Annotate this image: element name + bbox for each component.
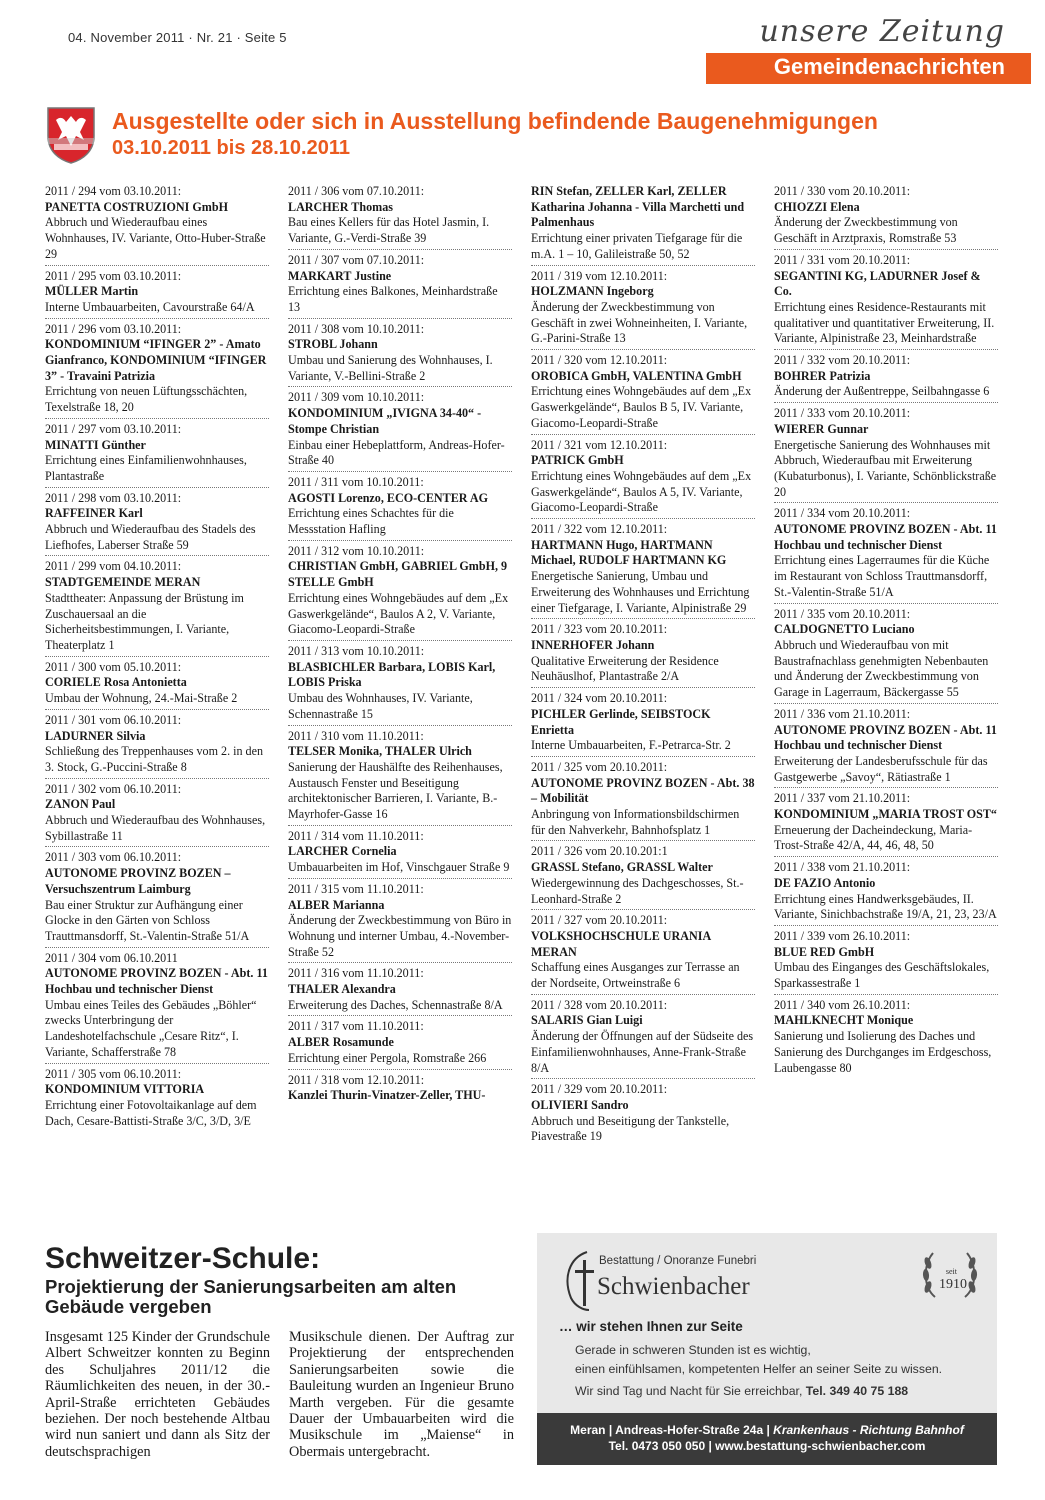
permit-number: 2011 / 339 vom 26.10.2011:	[774, 928, 911, 943]
permit-entry	[45, 322, 269, 419]
permit-entry	[288, 1073, 512, 1106]
ad-text-line-3	[575, 1384, 908, 1398]
permit-entry	[45, 850, 269, 947]
permit-entry	[531, 1082, 755, 1147]
permit-number: 2011 / 331 vom 20.10.2011:	[774, 252, 911, 267]
permit-description: Abbruch und Wiederaufbau des Wohnhauses, Sybillastraße 11	[45, 813, 266, 843]
permit-applicant: HOLZMANN Ingeborg	[531, 284, 654, 299]
permit-description: Errichtung eines Residence-Restaurants mit qualitativer und quantitativer Erweiterung, II. Variante, Alpinistraße 23, Meinhardstraße	[774, 299, 995, 346]
permit-description: Stadttheater: Anpassung der Brüstung im Zuschauersaal an die Sicherheitsbestimmungen, I. Variante, Theaterplatz 1	[45, 590, 244, 652]
ad-since-label: seit	[945, 1267, 957, 1276]
permit-entry	[288, 1019, 512, 1069]
permit-description: Anbringung von Informationsbildschirmen für den Nahverkehr, Bahnhofsplatz 1	[531, 807, 740, 837]
permit-description: Umbau des Einganges des Geschäftslokales, Sparkassestraße 1	[774, 960, 990, 991]
permit-number: 2011 / 305 vom 06.10.2011:	[45, 1066, 182, 1081]
permit-description: Energetische Sanierung, Umbau und Erweiterung des Wohnhauses und Errichtung einer Tiefgarage, I. Variante, Alpinistraße 29	[531, 569, 750, 615]
permit-applicant: KONDOMINIUM “IFINGER 2” - Amato Gianfranco, KONDOMINIUM “IFINGER 3” - Travaini Patrizia	[45, 337, 267, 383]
permit-description: Änderung der Öffnungen auf der Südseite des Einfamilienwohnhauses, Anne-Frank-Straße 8/A	[531, 1029, 754, 1075]
permit-applicant: RAFFEINER Karl	[45, 506, 143, 521]
permit-description: Qualitative Erweiterung der Residence Neuhäuslhof, Plantastraße 2/A	[531, 653, 719, 684]
permit-column-1	[45, 184, 269, 1134]
permit-applicant: BLUE RED GmbH	[774, 944, 875, 959]
permit-applicant: PATRICK GmbH	[531, 453, 624, 468]
permit-number: 2011 / 320 vom 12.10.2011:	[531, 353, 668, 368]
coat-of-arms-icon	[46, 106, 96, 164]
permit-entry	[774, 253, 998, 350]
permit-number: 2011 / 337 vom 21.10.2011:	[774, 791, 911, 806]
permit-applicant: ALBER Rosamunde	[288, 1035, 394, 1050]
permit-entry	[531, 622, 755, 688]
permit-entry	[45, 269, 269, 319]
permit-applicant: MÜLLER Martin	[45, 284, 139, 299]
permit-number: 2011 / 311 vom 10.10.2011:	[288, 474, 424, 489]
permit-number: 2011 / 333 vom 20.10.2011:	[774, 406, 911, 421]
article-body-col-2: Musikschule dienen. Der Auftrag zur Projektierung der entsprechenden Sanierungsarbeiten sowie die Bauleitung wurden an Ingenieur Bruno Marth vergeben. Für die gesamte Dauer der Umbauarbeiten wird die Musikschule im „Maiense“ in Obermais untergebracht.	[289, 1329, 514, 1460]
permit-applicant: AUTONOME PROVINZ BOZEN - Abt. 11 Hochbau und technischer Dienst	[774, 722, 997, 753]
permit-column-2	[288, 184, 512, 1109]
permit-applicant: CALDOGNETTO Luciano	[774, 622, 915, 637]
permit-applicant: THALER Alexandra	[288, 982, 396, 997]
permit-applicant: KONDOMINIUM „MARIA TROST OST“	[774, 807, 997, 822]
section-title: Gemeindenachrichten	[773, 54, 1005, 79]
permit-number: 2011 / 306 vom 07.10.2011:	[288, 184, 425, 198]
ad-contact-bar	[537, 1413, 997, 1465]
permit-description: Errichtung einer Fotovoltaikanlage auf dem Dach, Cesare-Battisti-Straße 3/C, 3/D, 3/E	[45, 1097, 257, 1128]
ad-phone-mobile: Tel. 349 40 75 188	[805, 1384, 909, 1398]
permit-number: 2011 / 314 vom 11.10.2011:	[288, 828, 424, 843]
permit-entry	[288, 966, 512, 1016]
permit-number: 2011 / 338 vom 21.10.2011:	[774, 860, 911, 875]
permit-entry	[531, 269, 755, 351]
permit-entry	[531, 691, 755, 757]
permit-description: Abbruch und Wiederaufbau von mit Baustrafnachlass genehmigten Nebenbauten und Änderung der Zweckbestimmung von Garage in Lagerraum, Bäckergasse 55	[774, 637, 989, 700]
permit-description: Errichtung eines Balkones, Meinhardstraße 13	[288, 284, 498, 314]
permit-applicant: GRASSL Stefano, GRASSL Walter	[531, 860, 713, 875]
permit-entry	[531, 438, 755, 520]
permit-entry	[531, 353, 755, 435]
permit-entry	[45, 713, 269, 779]
permit-applicant: TELSER Monika, THALER Ulrich	[288, 744, 472, 759]
permit-entry	[531, 998, 755, 1080]
headline-date-range: 03.10.2011 bis 28.10.2011	[112, 137, 350, 159]
permit-applicant: PANETTA COSTRUZIONI GmbH	[45, 199, 229, 214]
permit-entry	[288, 544, 512, 641]
permit-description: Umbau eines Teiles des Gebäudes „Böhler“ zwecks Unterbringung der Landeshotelfachschule „Cesare Ritz“, I. Variante, Schafferstraße 78	[45, 997, 257, 1059]
permit-description: Errichtung eines Schachtes für die Messstation Hafling	[288, 506, 454, 537]
permit-applicant: SEGANTINI KG, LADURNER Josef & Co.	[774, 268, 981, 299]
article-body-col-1: Insgesamt 125 Kinder der Grundschule Albert Schweitzer konnten zu Beginn des Schuljahres 2011/12 die Räumlichkeiten des neuen, in der 30.-April-Straße errichteten Gebäudes beziehen. Der noch bestehende Altbau wird nun saniert und dann als Sitz der deutschsprachigen	[45, 1329, 270, 1460]
permit-description: Errichtung von neuen Lüftungsschächten, Texelstraße 18, 20	[45, 384, 248, 415]
permit-number: 2011 / 302 vom 06.10.2011:	[45, 781, 182, 796]
permit-number: 2011 / 336 vom 21.10.2011:	[774, 706, 911, 721]
permit-description: Änderung der Zweckbestimmung von Büro in Wohnung und interner Umbau, 4.-November-Straße 52	[288, 913, 512, 959]
permit-number: 2011 / 332 vom 20.10.2011:	[774, 353, 911, 368]
permit-entry	[288, 322, 512, 388]
permit-entry	[45, 491, 269, 557]
permit-number: 2011 / 316 vom 11.10.2011:	[288, 966, 424, 981]
permit-description: Schließung des Treppenhauses vom 2. in den 3. Stock, G.-Puccini-Straße 8	[45, 744, 264, 774]
permit-description: Errichtung einer Pergola, Romstraße 266	[288, 1050, 487, 1065]
permit-entry	[774, 791, 998, 857]
permit-number: 2011 / 310 vom 11.10.2011:	[288, 728, 424, 743]
permit-number: 2011 / 295 vom 03.10.2011:	[45, 268, 182, 283]
permit-description: Änderung der Zweckbestimmung von Geschäft in Arztpraxis, Romstraße 53	[774, 215, 958, 246]
permit-description: Umbau der Wohnung, 24.-Mai-Straße 2	[45, 691, 238, 706]
permit-description: Abbruch und Wiederaufbau des Stadels des Liefhofes, Laberser Straße 59	[45, 522, 256, 552]
permit-description: Erneuerung der Dacheindeckung, Maria-Trost-Straße 42/A, 44, 46, 48, 50	[774, 822, 973, 853]
permit-entry	[45, 184, 269, 266]
permit-description: Errichtung eines Wohngebäudes auf dem „Ex Gaswerkgelände“, Baulos A 5, IV. Variante, Giacomo-Leopardi-Straße	[531, 468, 752, 515]
permit-entry	[774, 506, 998, 603]
permit-applicant: STADTGEMEINDE MERAN	[45, 575, 201, 590]
permit-list	[45, 184, 997, 1224]
permit-number: 2011 / 301 vom 06.10.2011:	[45, 712, 182, 727]
permit-entry	[288, 475, 512, 541]
permit-entry	[774, 184, 998, 250]
article-title: Schweitzer-Schule:	[45, 1242, 321, 1275]
permit-number: 2011 / 297 vom 03.10.2011:	[45, 421, 182, 436]
permit-entry	[45, 559, 269, 656]
funeral-ad	[537, 1233, 997, 1465]
permit-number: 2011 / 340 vom 26.10.2011:	[774, 997, 911, 1012]
permit-description: Abbruch und Wiederaufbau eines Wohnhauses, IV. Variante, Otto-Huber-Straße 29	[45, 215, 266, 261]
permit-entry	[531, 522, 755, 619]
permit-applicant: LARCHER Cornelia	[288, 844, 397, 859]
permit-applicant: CHRISTIAN GmbH, GABRIEL GmbH, 9 STELLE GmbH	[288, 559, 508, 590]
permit-description: Erweiterung des Daches, Schennastraße 8/A	[288, 997, 503, 1012]
permit-applicant: HARTMANN Hugo, HARTMANN Michael, RUDOLF HARTMANN KG	[531, 537, 727, 568]
permit-applicant: Kanzlei Thurin-Vinatzer-Zeller, THU-	[288, 1088, 486, 1103]
permit-number: 2011 / 308 vom 10.10.2011:	[288, 321, 425, 336]
permit-applicant: WIERER Gunnar	[774, 421, 869, 436]
permit-description: Änderung der Außentreppe, Seilbahngasse 6	[774, 384, 990, 399]
ad-location-hint: Krankenhaus - Richtung Bahnhof	[773, 1423, 964, 1437]
permit-entry	[774, 860, 998, 926]
permit-number: 2011 / 299 vom 04.10.2011:	[45, 559, 182, 574]
permit-entry	[288, 390, 512, 472]
permit-description: Wiedergewinnung des Dachgeschosses, St.-Leonhard-Straße 2	[531, 875, 744, 906]
ad-slogan: … wir stehen Ihnen zur Seite	[559, 1319, 743, 1334]
permit-number: 2011 / 303 vom 06.10.2011:	[45, 850, 182, 865]
permit-entry	[45, 422, 269, 488]
ad-address	[537, 1422, 997, 1438]
permit-number: 2011 / 309 vom 10.10.2011:	[288, 390, 425, 405]
permit-entry	[288, 729, 512, 826]
permit-number: 2011 / 323 vom 20.10.2011:	[531, 622, 668, 637]
permit-entry	[531, 844, 755, 910]
permit-description: Änderung der Zweckbestimmung von Geschäft in zwei Wohneinheiten, I. Variante, G.-Parini-Straße 13	[531, 299, 748, 346]
permit-number: 2011 / 312 vom 10.10.2011:	[288, 543, 425, 558]
permit-description: Umbau des Wohnhauses, IV. Variante, Schennastraße 15	[288, 691, 473, 721]
article-subtitle: Projektierung der Sanierungsarbeiten am alten Gebäude vergeben	[45, 1276, 457, 1317]
permit-number: 2011 / 325 vom 20.10.2011:	[531, 759, 668, 774]
permit-applicant: SALARIS Gian Luigi	[531, 1013, 643, 1028]
permit-applicant: INNERHOFER Johann	[531, 637, 655, 652]
permit-applicant: DE FAZIO Antonio	[774, 875, 876, 890]
permit-number: 2011 / 330 vom 20.10.2011:	[774, 184, 911, 198]
permit-entry	[774, 353, 998, 403]
permit-description: Schaffung eines Ausganges zur Terrasse an der Nordseite, Ortweinstraße 6	[531, 960, 740, 991]
permit-description: Errichtung einer privaten Tiefgarage für die m.A. 1 – 10, Galileistraße 50, 52	[531, 231, 743, 261]
permit-applicant: BLASBICHLER Barbara, LOBIS Karl, LOBIS Priska	[288, 659, 496, 690]
permit-description: Abbruch und Beseitigung der Tankstelle, Piavestraße 19	[531, 1113, 730, 1144]
permit-entry	[531, 913, 755, 995]
permit-description: Interne Umbauarbeiten, F.-Petrarca-Str. 2	[531, 738, 731, 753]
permit-number: 2011 / 315 vom 11.10.2011:	[288, 881, 424, 896]
permit-applicant: AUTONOME PROVINZ BOZEN - Abt. 11 Hochbau und technischer Dienst	[45, 966, 268, 997]
permit-applicant: LARCHER Thomas	[288, 199, 393, 214]
permit-applicant: OLIVIERI Sandro	[531, 1097, 629, 1112]
permit-number: 2011 / 335 vom 20.10.2011:	[774, 606, 911, 621]
permit-entry	[774, 406, 998, 503]
permit-applicant: KONDOMINIUM „IVIGNA 34-40“ - Stompe Christian	[288, 406, 482, 436]
permit-number: 2011 / 317 vom 11.10.2011:	[288, 1019, 424, 1034]
permit-number: 2011 / 334 vom 20.10.2011:	[774, 506, 911, 521]
permit-column-3	[531, 184, 755, 1150]
permit-applicant: STROBL Johann	[288, 337, 378, 352]
permit-description: Sanierung der Haushälfte des Reihenhauses, Austausch Fenster und Beseitigung architektonischer Barrieren, I. Variante, B.-Mayrhofer-Gasse 16	[288, 759, 503, 822]
ad-subtitle: Bestattung / Onoranze Funebri	[599, 1255, 757, 1267]
permit-column-4	[774, 184, 998, 1081]
permit-entry	[774, 607, 998, 704]
permit-applicant: AUTONOME PROVINZ BOZEN - Abt. 38 – Mobilität	[531, 775, 755, 806]
permit-number: 2011 / 307 vom 07.10.2011:	[288, 252, 425, 267]
permit-applicant: RIN Stefan, ZELLER Karl, ZELLER Katharina Johanna - Villa Marchetti und Palmenhaus	[531, 184, 745, 230]
permit-number: 2011 / 313 vom 10.10.2011:	[288, 643, 425, 658]
permit-applicant: AUTONOME PROVINZ BOZEN – Versuchszentrum Laimburg	[45, 866, 231, 896]
permit-description: Energetische Sanierung des Wohnhauses mit Abbruch, Wiederaufbau mit Erweiterung (Kubaturbonus), I. Variante, Schönblickstraße 20	[774, 437, 997, 499]
permit-entry	[45, 782, 269, 848]
permit-applicant: MAHLKNECHT Monique	[774, 1013, 914, 1028]
newspaper-logo: unsere Zeitung	[759, 14, 1005, 49]
ad-phone-web: Tel. 0473 050 050 | www.bestattung-schwienbacher.com	[608, 1439, 926, 1453]
permit-description: Errichtung eines Einfamilienwohnhauses, Plantastraße	[45, 453, 247, 483]
permit-applicant: AGOSTI Lorenzo, ECO-CENTER AG	[288, 490, 489, 505]
ad-text-line-1: Gerade in schweren Stunden ist es wichtig,	[575, 1343, 811, 1357]
permit-description: Sanierung und Isolierung des Daches und Sanierung des Durchganges im Erdgeschoss, Laubengasse 80	[774, 1029, 992, 1075]
permit-description: Interne Umbauarbeiten, Cavourstraße 64/A	[45, 299, 255, 314]
permit-applicant: VOLKSHOCHSCHULE URANIA MERAN	[531, 928, 711, 959]
permit-description: Erweiterung der Landesberufsschule für das Gastgewerbe „Savoy“, Rätiastraße 1	[774, 753, 988, 784]
cross-icon	[557, 1248, 601, 1314]
permit-applicant: BOHRER Patrizia	[774, 368, 871, 383]
permit-entry	[774, 929, 998, 995]
permit-number: 2011 / 322 vom 12.10.2011:	[531, 522, 668, 537]
ad-address-text: Meran | Andreas-Hofer-Straße 24a |	[570, 1423, 774, 1437]
permit-number: 2011 / 321 vom 12.10.2011:	[531, 437, 668, 452]
permit-entry	[288, 644, 512, 726]
permit-number: 2011 / 318 vom 12.10.2011:	[288, 1072, 425, 1087]
permit-entry	[288, 829, 512, 879]
permit-applicant: PICHLER Gerlinde, SEIBSTOCK Enrietta	[531, 706, 711, 737]
permit-entry	[45, 1067, 269, 1132]
permit-description: Errichtung eines Wohngebäudes auf dem „Ex Gaswerkgelände“, Baulos B 5, IV. Variante, Giacomo-Leopardi-Straße	[531, 384, 752, 430]
permit-entry	[288, 253, 512, 319]
permit-applicant: AUTONOME PROVINZ BOZEN - Abt. 11 Hochbau und technischer Dienst	[774, 522, 997, 552]
permit-description: Bau eines Kellers für das Hotel Jasmin, I. Variante, G.-Verdi-Straße 39	[288, 215, 490, 246]
permit-number: 2011 / 327 vom 20.10.2011:	[531, 913, 668, 928]
permit-description: Bau einer Struktur zur Aufhängung einer Glocke in den Gärten von Schloss Trauttmansdorff, St.-Valentin-Straße 51/A	[45, 897, 250, 943]
headline-text: Ausgestellte oder sich in Ausstellung befindende Baugenehmigungen	[112, 108, 878, 134]
permit-entry	[531, 184, 755, 266]
permit-applicant: OROBICA GmbH, VALENTINA GmbH	[531, 368, 742, 383]
permit-applicant: ALBER Marianna	[288, 897, 385, 912]
permit-description: Errichtung eines Wohngebäudes auf dem „Ex Gaswerkgelände“, Baulos A 2, V. Variante, Giacomo-Leopardi-Straße	[288, 590, 509, 637]
permit-entry	[45, 951, 269, 1064]
permit-number: 2011 / 298 vom 03.10.2011:	[45, 490, 182, 505]
permit-entry	[774, 998, 998, 1079]
permit-description: Errichtung eines Handwerksgebäudes, II. Variante, Sinichbachstraße 19/A, 21, 23, 23/A	[774, 891, 997, 922]
page-title	[112, 108, 878, 162]
permit-entry	[774, 707, 998, 789]
issue-date-line: 04. November 2011 · Nr. 21 · Seite 5	[68, 30, 287, 45]
permit-applicant: ZANON Paul	[45, 797, 116, 812]
permit-applicant: CORIELE Rosa Antonietta	[45, 675, 187, 690]
ad-text-line-2: einen einfühlsamen, kompetenten Helfer an seiner Seite zu wissen.	[575, 1362, 943, 1376]
permit-applicant: MARKART Justine	[288, 268, 392, 283]
permit-number: 2011 / 319 vom 12.10.2011:	[531, 268, 668, 283]
permit-applicant: CHIOZZI Elena	[774, 199, 860, 214]
permit-number: 2011 / 304 vom 06.10.2011	[45, 950, 178, 965]
permit-number: 2011 / 300 vom 05.10.2011:	[45, 659, 182, 674]
permit-entry	[45, 660, 269, 710]
permit-number: 2011 / 296 vom 03.10.2011:	[45, 321, 182, 336]
ad-availability-text: Wir sind Tag und Nacht für Sie erreichbar,	[575, 1384, 806, 1398]
permit-number: 2011 / 294 vom 03.10.2011:	[45, 184, 182, 198]
permit-number: 2011 / 328 vom 20.10.2011:	[531, 997, 668, 1012]
ad-since-year: 1910	[939, 1277, 967, 1292]
permit-description: Umbau und Sanierung des Wohnhauses, I. Variante, V.-Bellini-Straße 2	[288, 353, 493, 383]
permit-entry	[531, 760, 755, 842]
permit-number: 2011 / 329 vom 20.10.2011:	[531, 1082, 668, 1097]
permit-number: 2011 / 326 vom 20.10.201:1	[531, 844, 668, 859]
permit-description: Errichtung eines Lagerraumes für die Küche im Restaurant von Schloss Trauttmansdorff, St.-Valentin-Straße 51/A	[774, 553, 990, 599]
permit-entry	[288, 184, 512, 250]
permit-entry	[288, 882, 512, 964]
permit-description: Einbau einer Hebeplattform, Andreas-Hofer-Straße 40	[288, 437, 505, 468]
permit-number: 2011 / 324 vom 20.10.2011:	[531, 691, 668, 706]
ad-company-name: Schwienbacher	[597, 1273, 750, 1300]
permit-applicant: MINATTI Günther	[45, 437, 146, 452]
permit-description: Umbauarbeiten im Hof, Vinschgauer Straße 9	[288, 860, 510, 875]
permit-applicant: LADURNER Silvia	[45, 728, 146, 743]
permit-applicant: KONDOMINIUM VITTORIA	[45, 1082, 205, 1097]
